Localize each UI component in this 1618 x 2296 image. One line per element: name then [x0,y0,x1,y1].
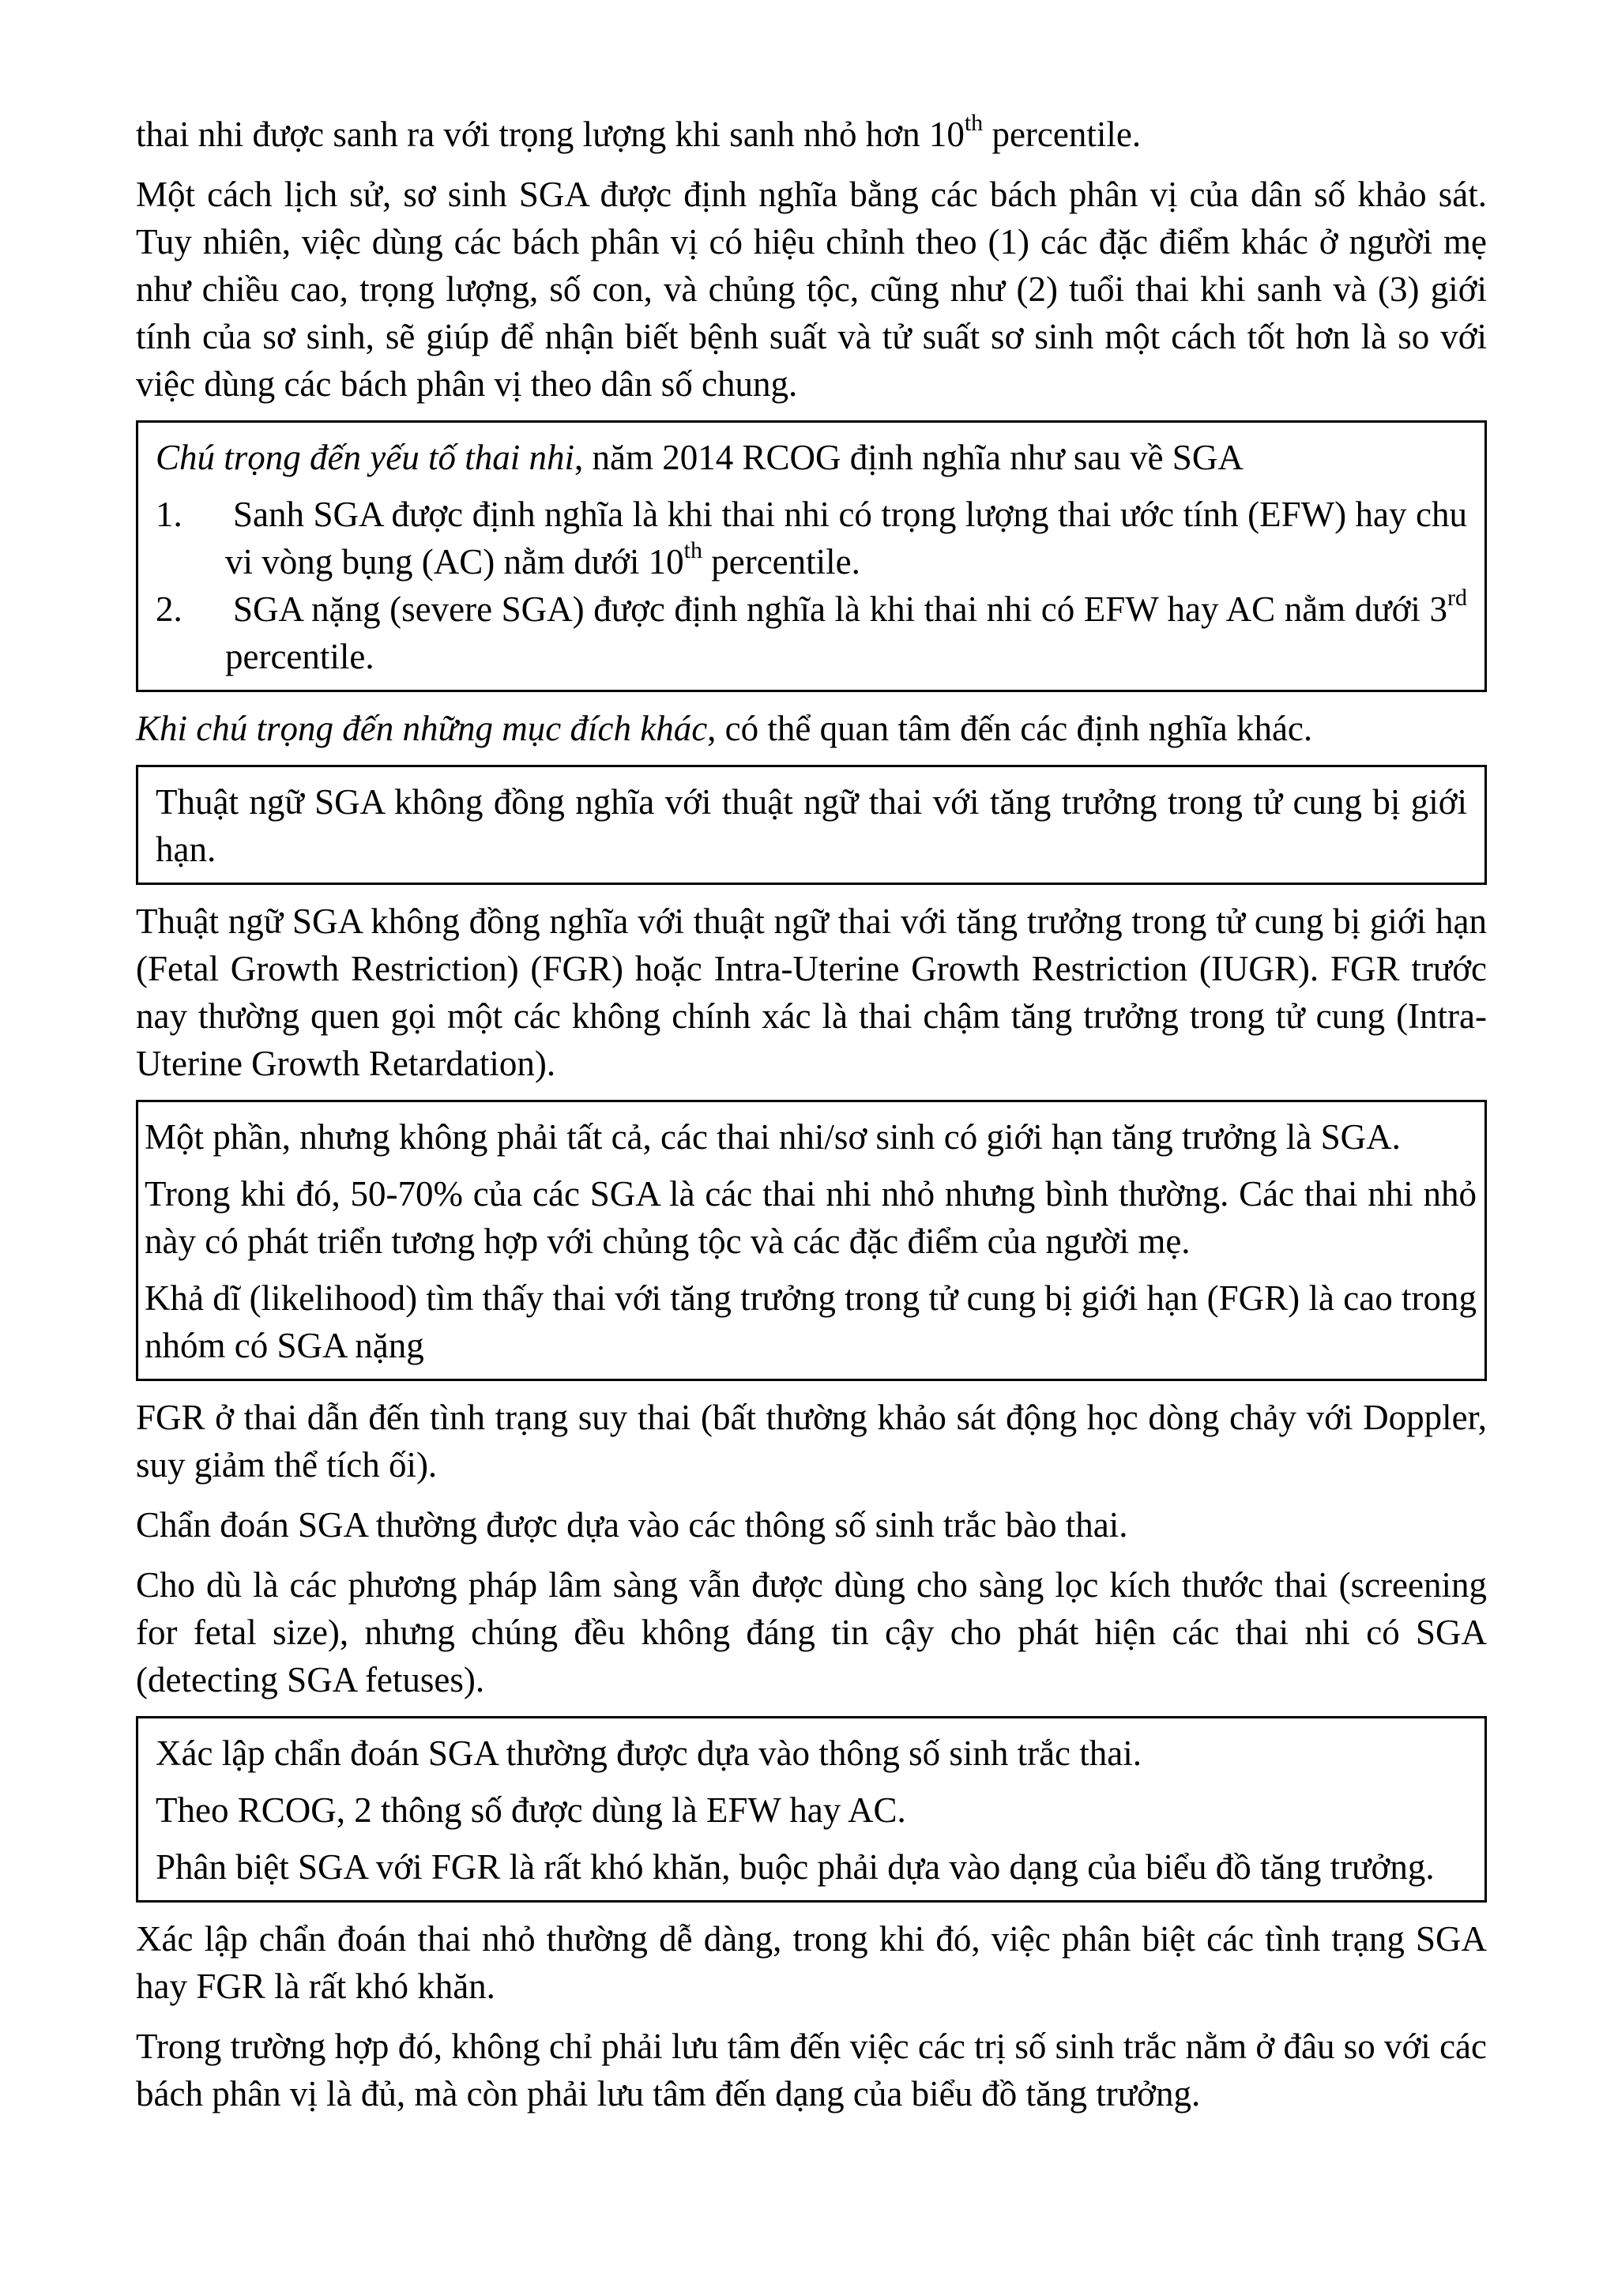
list-item-text: Sanh SGA được định nghĩa là khi thai nhi có trọng lượng thai ước tính (EFW) hay chu vi vòng bụng (AC) nằm dưới 10 [225,495,1467,582]
list-item-tail: percentile. [702,542,860,582]
box-text: Theo RCOG, 2 thông số được dùng là EFW hay AC. [156,1790,906,1830]
box-text: Một phần, nhưng không phải tất cả, các thai nhi/sơ sinh có giới hạn tăng trưởng là SGA. [145,1117,1401,1157]
superscript-th: th [683,537,702,563]
paragraph-historical-definition: Một cách lịch sử, sơ sinh SGA được định nghĩa bằng các bách phân vị của dân số khảo sát. Tuy nhiên, việc dùng các bách phân vị có hiệu chỉnh theo (1) các đặc điểm khác ở người mẹ như chiều cao, trọng lượng, số con, và chủng tộc, cũng như (2) tuổi thai khi sanh và (3) giới tính của sơ sinh, sẽ giúp để nhận biết bệnh suất và tử suất sơ sinh một cách tốt hơn là so với việc dùng các bách phân vị theo dân số chung. [136,175,1487,404]
superscript-th: th [964,110,984,136]
box-intro [156,434,1467,481]
box-text: Phân biệt SGA với FGR là rất khó khăn, buộc phải dựa vào dạng của biểu đồ tăng trưởng. [156,1847,1435,1887]
paragraph-diagnosis-biometry: Chẩn đoán SGA thường được dựa vào các thông số sinh trắc bào thai. [136,1505,1128,1545]
paragraph-text: thai nhi được sanh ra với trọng lượng khi sanh nhỏ hơn 10 [136,115,965,154]
box-fgr-sga-relation [136,1100,1487,1381]
box-text: Thuật ngữ SGA không đồng nghĩa với thuật ngữ thai với tăng trưởng trong tử cung bị giới hạn. [156,782,1467,869]
paragraph-other-definitions [136,705,1487,752]
box-text: Trong khi đó, 50-70% của các SGA là các thai nhi nhỏ nhưng bình thường. Các thai nhi nhỏ này có phát triển tương hợp với chủng tộc và các đặc điểm của người mẹ. [145,1174,1477,1261]
box-text: Khả dĩ (likelihood) tìm thấy thai với tăng trưởng trong tử cung bị giới hạn (FGR) là cao trong nhóm có SGA nặng [145,1278,1477,1365]
paragraph-sga-birthweight [136,111,1487,158]
paragraph-italic: Khi chú trọng đến những mục đích khác [136,709,708,748]
list-item-tail: percentile. [225,637,374,676]
box-diagnosis [136,1716,1487,1903]
box-sga-not-fgr [136,765,1487,885]
list-item-text: SGA nặng (severe SGA) được định nghĩa là khi thai nhi có EFW hay AC nằm dưới 3 [233,589,1447,629]
paragraph-fgr-distress: FGR ở thai dẫn đến tình trạng suy thai (bất thường khảo sát động học dòng chảy với Doppler, suy giảm thể tích ối). [136,1398,1487,1485]
list-number: 1. [156,495,182,534]
box-text: Xác lập chẩn đoán SGA thường được dựa vào thông số sinh trắc thai. [156,1733,1142,1773]
box-intro-italic: Chú trọng đến yếu tố thai nhi [156,438,574,477]
paragraph-rest: , có thể quan tâm đến các định nghĩa khác. [707,709,1313,748]
paragraph-growth-chart-shape: Trong trường hợp đó, không chỉ phải lưu tâm đến việc các trị số sinh trắc nằm ở đâu so với các bách phân vị là đủ, mà còn phải lưu tâm đến dạng của biểu đồ tăng trưởng. [136,2027,1487,2113]
list-item [156,585,1467,680]
paragraph-clinical-screening: Cho dù là các phương pháp lâm sàng vẫn được dùng cho sàng lọc kích thước thai (screening for fetal size), nhưng chúng đều không đáng tin cậy cho phát hiện các thai nhi có SGA (detecting SGA fetuses). [136,1565,1487,1699]
definition-list [156,491,1467,680]
box-intro-rest: , năm 2014 RCOG định nghĩa như sau về SGA [574,438,1244,477]
list-item [156,491,1467,585]
paragraph-small-fetus-diagnosis: Xác lập chẩn đoán thai nhỏ thường dễ dàng, trong khi đó, việc phân biệt các tình trạng SGA hay FGR là rất khó khăn. [136,1919,1487,2006]
paragraph-fgr-terminology: Thuật ngữ SGA không đồng nghĩa với thuật ngữ thai với tăng trưởng trong tử cung bị giới hạn (Fetal Growth Restriction) (FGR) hoặc Intra-Uterine Growth Restriction (IUGR). FGR trước nay thường quen gọi một các không chính xác là thai chậm tăng trưởng trong tử cung (Intra-Uterine Growth Retardation). [136,901,1487,1083]
paragraph-tail: percentile. [983,115,1142,154]
document-page [136,111,1487,2130]
box-rcog-definition [136,420,1487,692]
list-number: 2. [156,589,182,629]
superscript-rd: rd [1447,585,1467,611]
